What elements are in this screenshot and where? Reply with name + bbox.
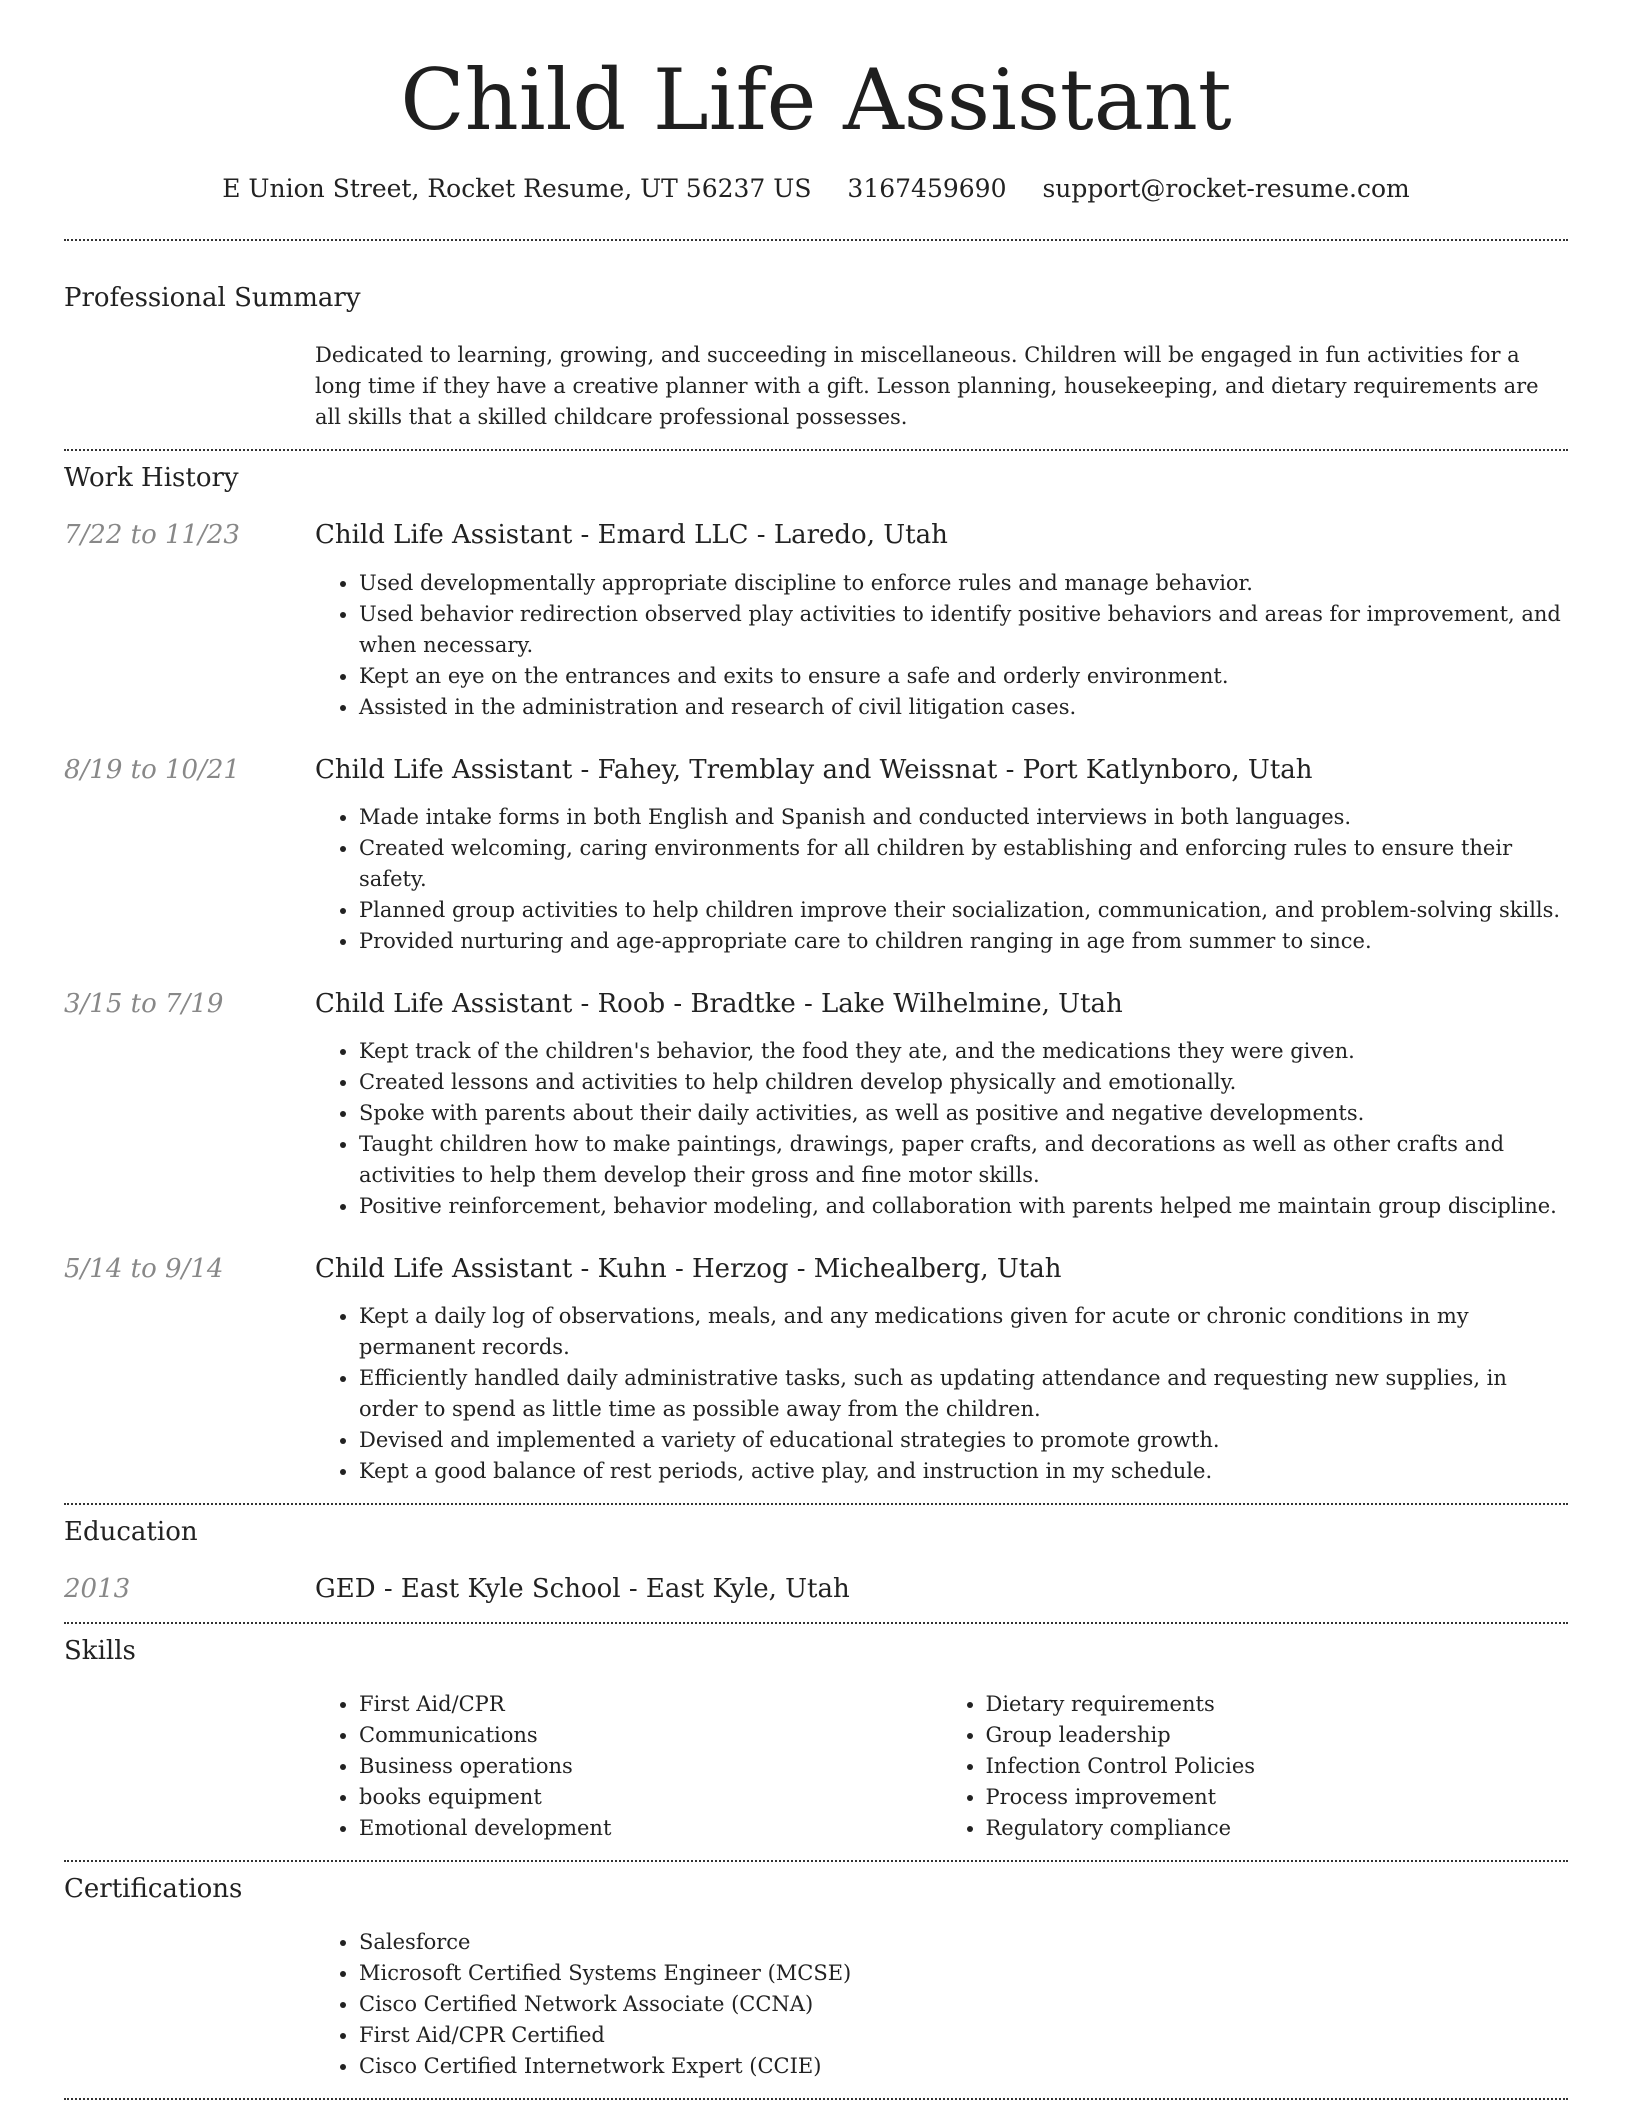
list-item: • Emotional development — [359, 1813, 942, 1844]
section-title-skills: Skills — [64, 1635, 136, 1666]
list-item: • Cisco Certified Internetwork Expert (CCIE) — [359, 2051, 1568, 2082]
resume-name: Child Life Assistant — [400, 51, 1232, 149]
list-item: • Business operations — [359, 1751, 942, 1782]
list-item: • Planned group activities to help children improve their socialization, communication, and problem-solving skills. — [359, 895, 1568, 926]
skills-list-right — [942, 1689, 1569, 1844]
list-item: • Kept an eye on the entrances and exits to ensure a safe and orderly environment. — [359, 661, 1568, 692]
divider — [64, 1622, 1568, 1624]
list-item: • Regulatory compliance — [986, 1813, 1569, 1844]
contact-email: support@rocket-resume.com — [1042, 174, 1410, 203]
list-item: • Taught children how to make paintings, drawings, paper crafts, and decorations as well as other crafts and activities to help them develop their gross and fine motor skills. — [359, 1129, 1568, 1191]
list-item: • First Aid/CPR Certified — [359, 2020, 1568, 2051]
job-title: Child Life Assistant - Fahey, Tremblay and Weissnat - Port Katlynboro, Utah — [315, 754, 1313, 785]
job-bullets — [315, 1036, 1568, 1222]
job-title: Child Life Assistant - Emard LLC - Laredo, Utah — [315, 520, 948, 551]
list-item: • First Aid/CPR — [359, 1689, 942, 1720]
job-bullets — [315, 802, 1568, 957]
section-summary — [64, 283, 1568, 433]
section-title-education: Education — [64, 1517, 198, 1548]
list-item: • Used developmentally appropriate discipline to enforce rules and manage behavior. — [359, 568, 1568, 599]
divider — [64, 1503, 1568, 1505]
job-entry — [64, 755, 1568, 957]
skills-grid — [315, 1689, 1568, 1844]
list-item: • Provided nurturing and age-appropriate care to children ranging in age from summer to since. — [359, 926, 1568, 957]
list-item: • Kept a daily log of observations, meals, and any medications given for acute or chronic conditions in my permanent records. — [359, 1301, 1568, 1363]
job-entry — [64, 989, 1568, 1222]
contact-line — [64, 174, 1568, 203]
list-item: • Assisted in the administration and research of civil litigation cases. — [359, 692, 1568, 723]
education-dates: 2013 — [64, 1574, 131, 1605]
list-item: • Salesforce — [359, 1927, 1568, 1958]
section-title-summary: Professional Summary — [64, 283, 361, 313]
section-certifications — [64, 1874, 1568, 2082]
contact-phone: 3167459690 — [847, 174, 1007, 203]
education-entry — [64, 1574, 1568, 1605]
certifications-list — [315, 1927, 1568, 2082]
divider — [64, 449, 1568, 451]
list-item: • Created lessons and activities to help children develop physically and emotionally. — [359, 1067, 1568, 1098]
list-item: • Devised and implemented a variety of educational strategies to promote growth. — [359, 1425, 1568, 1456]
list-item: • Cisco Certified Network Associate (CCNA) — [359, 1989, 1568, 2020]
section-title-certifications: Certifications — [64, 1873, 243, 1904]
skills-list-left — [315, 1689, 942, 1844]
summary-text: Dedicated to learning, growing, and succeeding in miscellaneous. Children will be engaged in fun activities for a long time if they have a creative planner with a gift. Lesson planning, housekeeping, and dietary requirements are all skills that a skilled childcare professional possesses. — [315, 343, 1539, 430]
list-item: • Efficiently handled daily administrative tasks, such as updating attendance and requesting new supplies, in order to spend as little time as possible away from the children. — [359, 1363, 1568, 1425]
list-item: • Spoke with parents about their daily activities, as well as positive and negative developments. — [359, 1098, 1568, 1129]
job-dates: 7/22 to 11/23 — [64, 520, 240, 551]
list-item: • Process improvement — [986, 1782, 1569, 1813]
list-item: • Infection Control Policies — [986, 1751, 1569, 1782]
divider — [64, 1860, 1568, 1862]
list-item: • books equipment — [359, 1782, 942, 1813]
contact-address: E Union Street, Rocket Resume, UT 56237 US — [222, 174, 812, 203]
divider — [64, 239, 1568, 241]
job-dates: 3/15 to 7/19 — [64, 988, 224, 1019]
job-dates: 5/14 to 9/14 — [64, 1253, 224, 1284]
job-entry — [64, 520, 1568, 722]
job-entry — [64, 1254, 1568, 1487]
section-title-work-history: Work History — [64, 463, 239, 494]
list-item: • Group leadership — [986, 1720, 1569, 1751]
section-skills — [64, 1636, 1568, 1844]
list-item: • Microsoft Certified Systems Engineer (MCSE) — [359, 1958, 1568, 1989]
divider — [64, 2098, 1568, 2100]
list-item: • Communications — [359, 1720, 942, 1751]
education-title: GED - East Kyle School - East Kyle, Utah — [315, 1574, 850, 1605]
section-education — [64, 1517, 1568, 1605]
list-item: • Dietary requirements — [986, 1689, 1569, 1720]
job-title: Child Life Assistant - Kuhn - Herzog - Michealberg, Utah — [315, 1253, 1062, 1284]
job-bullets — [315, 1301, 1568, 1487]
list-item: • Kept track of the children's behavior, the food they ate, and the medications they were given. — [359, 1036, 1568, 1067]
job-title: Child Life Assistant - Roob - Bradtke - Lake Wilhelmine, Utah — [315, 988, 1123, 1019]
list-item: • Created welcoming, caring environments for all children by establishing and enforcing rules to ensure their safety. — [359, 833, 1568, 895]
list-item: • Kept a good balance of rest periods, active play, and instruction in my schedule. — [359, 1456, 1568, 1487]
list-item: • Positive reinforcement, behavior modeling, and collaboration with parents helped me maintain group discipline. — [359, 1191, 1568, 1222]
list-item: • Used behavior redirection observed play activities to identify positive behaviors and areas for improvement, and when necessary. — [359, 599, 1568, 661]
job-dates: 8/19 to 10/21 — [64, 754, 240, 785]
list-item: • Made intake forms in both English and Spanish and conducted interviews in both languages. — [359, 802, 1568, 833]
section-work-history — [64, 463, 1568, 1487]
job-bullets — [315, 568, 1568, 723]
